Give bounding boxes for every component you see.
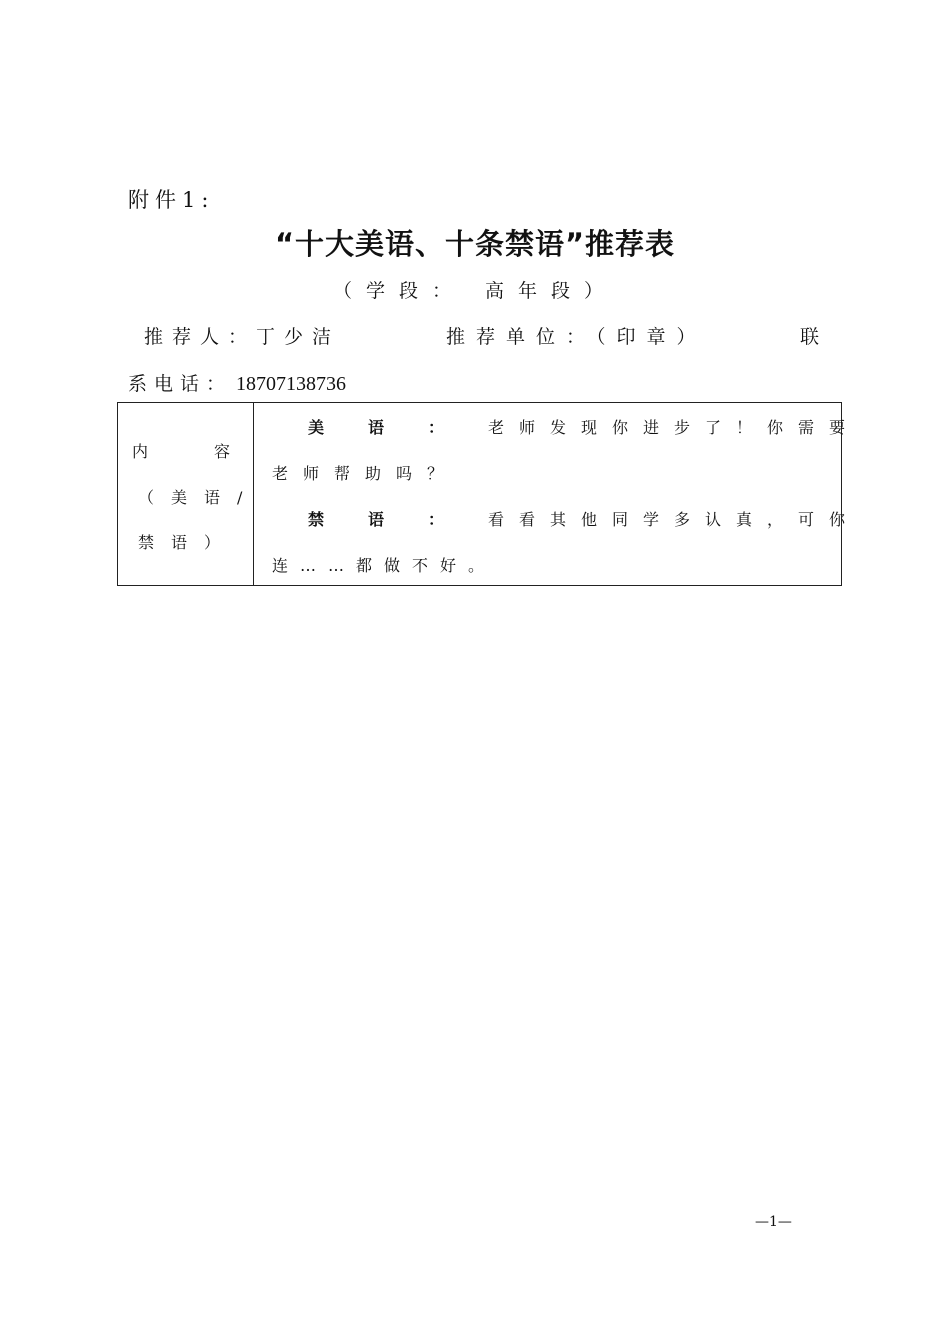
- school-stage: （学段： 高年段）: [332, 280, 618, 302]
- content-type-label-2: 禁语）: [138, 533, 238, 552]
- content-header-cell: [118, 403, 260, 586]
- content-label: [132, 439, 230, 462]
- page-number: —1—: [755, 1214, 792, 1230]
- banned-phrase-line: [308, 507, 860, 530]
- page-title: “十大美语、十条禁语”推荐表: [274, 227, 676, 261]
- content-label-a: 内: [132, 442, 149, 461]
- phone-label: 系电话：: [128, 373, 233, 395]
- recommender-name: 推荐人：丁少洁: [144, 326, 341, 348]
- attachment-label: 附件1:: [128, 188, 215, 212]
- banned-phrase-continuation: 连……都做不好。: [272, 556, 497, 575]
- nice-phrase-line: [308, 415, 860, 438]
- phone-line: [128, 369, 346, 396]
- recommending-unit: 推荐单位：（印章）: [446, 326, 707, 348]
- recommendation-table: [117, 402, 861, 586]
- nice-phrase-continuation: 老师帮助吗？: [272, 464, 459, 483]
- nice-phrase-label: 美语：: [308, 418, 489, 437]
- content-label-b: 容: [213, 442, 230, 461]
- table-row: [118, 403, 842, 586]
- phone-number: 18707138736: [236, 373, 347, 395]
- content-type-label-1: （美语/: [138, 488, 260, 507]
- banned-phrase-text: 看看其他同学多认真，可你: [488, 510, 861, 529]
- content-cell: [254, 403, 861, 586]
- banned-phrase-label: 禁语：: [308, 510, 489, 529]
- contact-label-start: 联: [800, 326, 820, 348]
- nice-phrase-text: 老师发现你进步了！你需要: [488, 418, 861, 437]
